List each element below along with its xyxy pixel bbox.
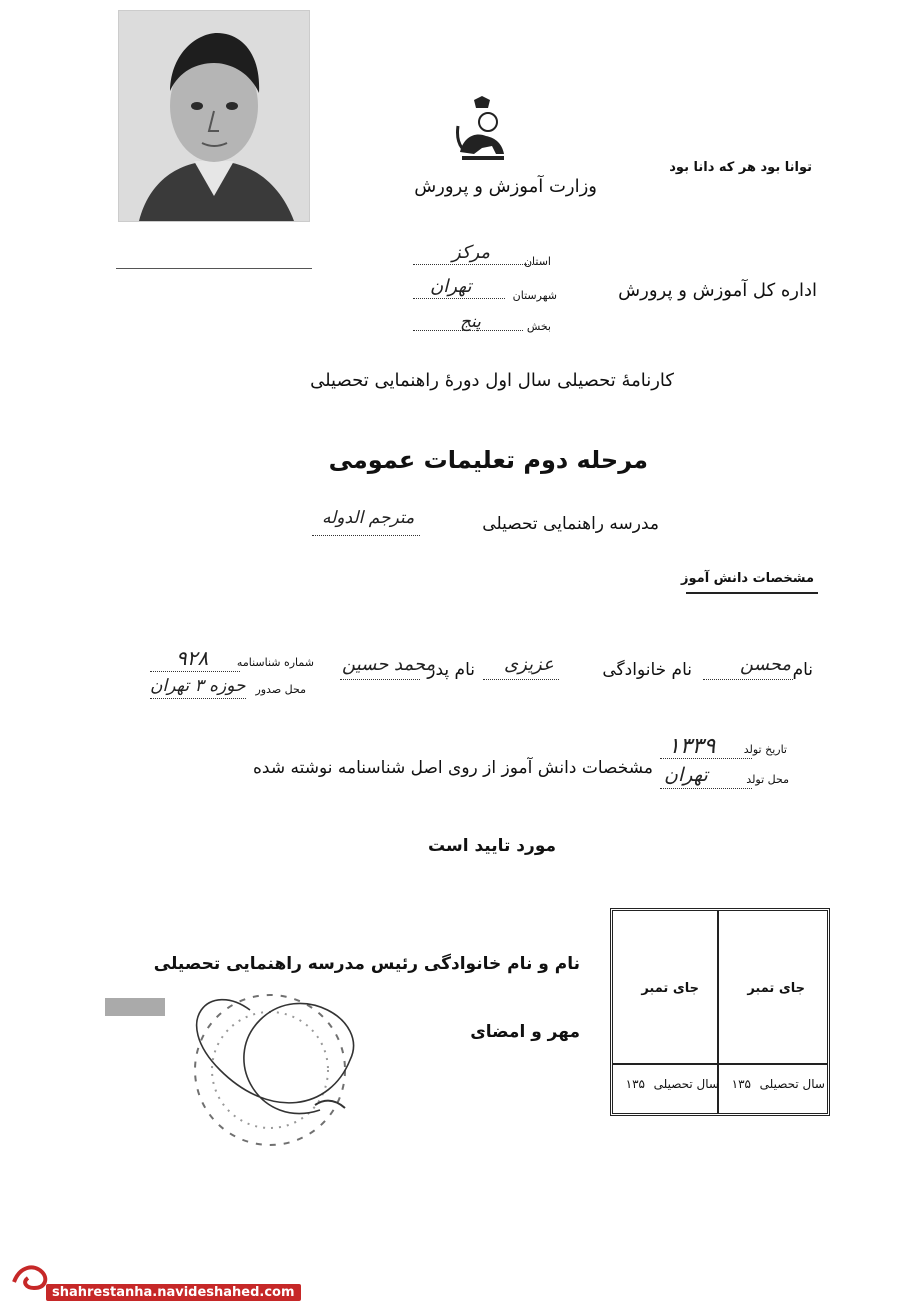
- motto: توانا بود هر که دانا بود: [669, 160, 812, 175]
- year-value-1: ۱۳۵: [731, 1077, 751, 1091]
- verification-line-1: مشخصات دانش آموز از روی اصل شناسنامه نوشته شده: [252, 758, 653, 778]
- birth-place-dotted-line: [660, 788, 752, 789]
- last-name-value: عزیزی: [504, 654, 554, 675]
- issue-place-dotted-line: [150, 698, 246, 699]
- first-name-label: نام: [792, 660, 813, 680]
- last-name-label: نام خانوادگی: [602, 660, 692, 680]
- watermark-site: shahrestanha.navideshahed.com: [46, 1284, 301, 1301]
- photo-underline: [116, 268, 312, 269]
- portrait-image: [119, 11, 309, 221]
- birth-place-label: محل تولد: [746, 773, 789, 786]
- principal-name-line: نام و نام خانوادگی رئیس مدرسه راهنمایی تحصیلی: [153, 954, 580, 974]
- school-seal-and-signature-icon: [100, 960, 400, 1164]
- issue-place-value: حوزه ۳ تهران: [150, 676, 246, 696]
- student-photo: [118, 10, 310, 222]
- year-label-1: سال تحصیلی: [759, 1077, 825, 1091]
- report-title: کارنامهٔ تحصیلی سال اول دورهٔ راهنمایی تحصیلی: [310, 370, 674, 391]
- father-name-label: نام پدر: [427, 660, 475, 680]
- province-label: استان: [523, 255, 551, 268]
- year-value-2: ۱۳۵: [625, 1077, 645, 1091]
- first-name-dotted-line: [703, 679, 793, 680]
- district-value: پنج: [460, 312, 481, 332]
- id-number-label: شماره شناسنامه: [236, 656, 314, 669]
- birth-date-label: تاریخ تولد: [743, 743, 787, 756]
- birth-date-value: ۱۳۳۹: [668, 734, 716, 759]
- section-title-underline: [686, 592, 818, 594]
- ministry-title: وزارت آموزش و پرورش: [414, 176, 597, 197]
- id-number-dotted-line: [150, 671, 240, 672]
- province-value: مرکز: [452, 242, 491, 263]
- city-dotted-line: [413, 298, 505, 299]
- last-name-dotted-line: [483, 679, 559, 680]
- province-dotted-line: [413, 264, 537, 265]
- school-value: مترجم الدوله: [322, 508, 415, 528]
- stamp-label-1: جای تمبر: [747, 981, 805, 996]
- stamp-label-2: جای تمبر: [641, 981, 699, 996]
- directorate-title: اداره کل آموزش و پرورش: [618, 280, 817, 301]
- stamp-table-row-divider: [613, 1063, 827, 1065]
- issue-place-label: محل صدور: [255, 683, 306, 696]
- verification-line-2: مورد تایید است: [428, 836, 556, 856]
- first-name-value: محسن: [740, 654, 792, 675]
- city-value: تهران: [430, 276, 472, 297]
- city-label: شهرستان: [512, 289, 557, 302]
- id-number-value: ۹۲۸: [176, 646, 209, 670]
- father-name-value: محمد حسین: [342, 654, 436, 675]
- seal-signature-line: مهر و امضای: [470, 1022, 580, 1042]
- father-name-dotted-line: [340, 679, 420, 680]
- birth-place-value: تهران: [664, 764, 708, 786]
- stage-title: مرحله دوم تعلیمات عمومی: [328, 446, 648, 474]
- school-label: مدرسه راهنمایی تحصیلی: [482, 514, 659, 534]
- lion-and-sun-emblem-icon: [452, 96, 512, 170]
- district-label: بخش: [526, 320, 551, 333]
- year-label-2: سال تحصیلی: [653, 1077, 719, 1091]
- stamp-table: [610, 908, 830, 1116]
- school-dotted-line: [312, 535, 420, 536]
- section-title: مشخصات دانش آموز: [681, 571, 814, 586]
